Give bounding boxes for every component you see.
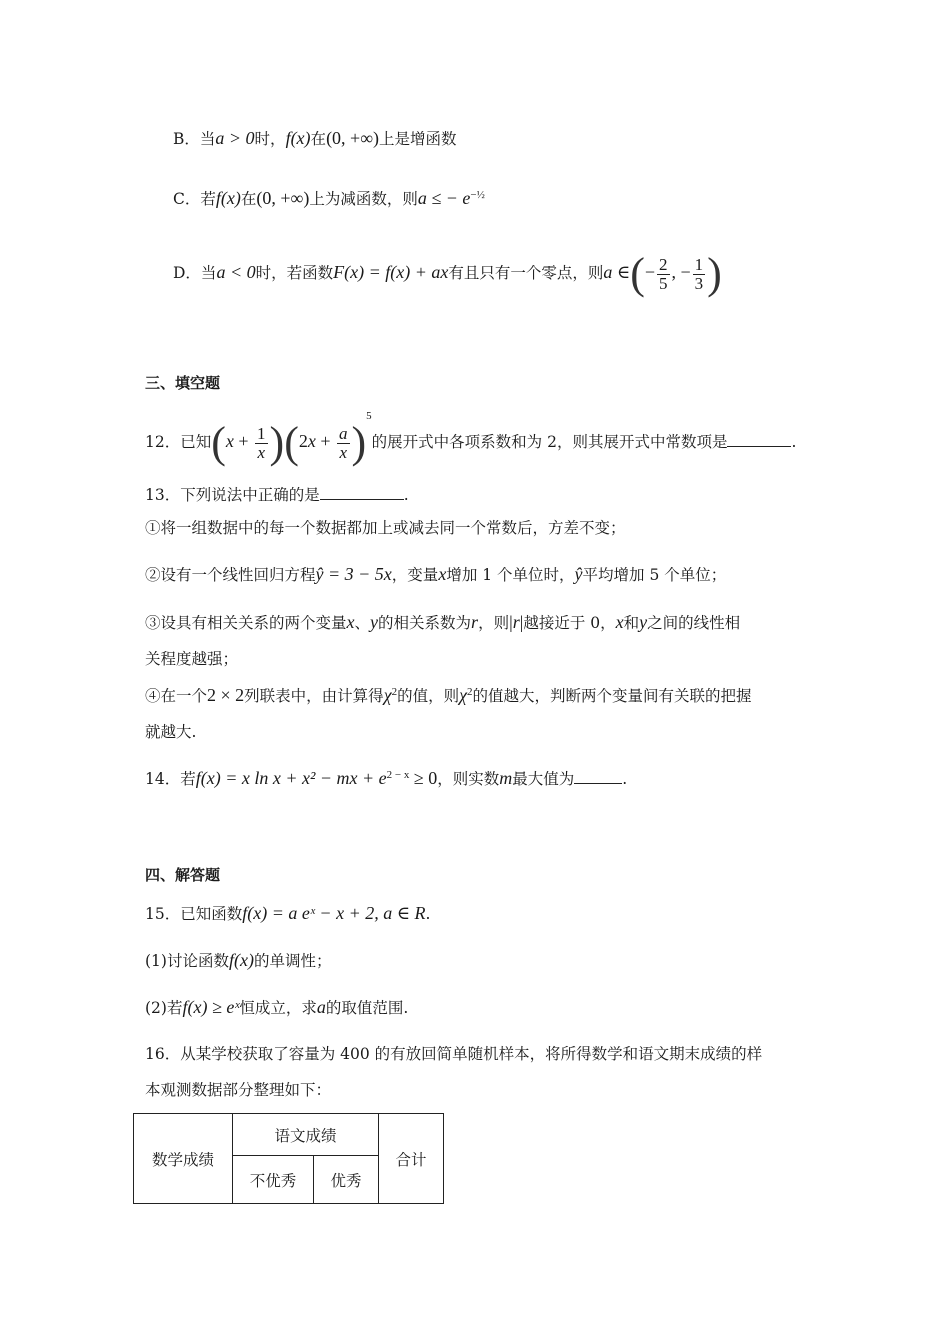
question-16-line-1: 16．从某学校获取了容量为 400 的有放回简单随机样本，将所得数学和语文期末成绩的样 (145, 1045, 763, 1063)
question-16-line-2: 本观测数据部分整理如下： (145, 1081, 332, 1099)
section-title-answer: 四、解答题 (145, 866, 221, 884)
interval-math: (0, +∞) (256, 188, 310, 208)
question-15-part-1: (1)讨论函数f(x)的单调性； (145, 950, 332, 970)
exponent: 5 (366, 410, 372, 422)
result-math: a ≤ − e (417, 188, 471, 208)
interval-math: (0, +∞) (326, 128, 380, 148)
fraction: $\frac{a}{x}$ (339, 423, 348, 462)
option-c: C．若f(x)在(0, +∞)上为减函数，则a ≤ − $e^{-\frac{1}{2}}$ (173, 188, 485, 208)
header-math-score: 数学成绩 (134, 1114, 233, 1204)
statement-4-cont: 就越大. (145, 723, 197, 741)
function-math: f(x) (215, 188, 241, 208)
regression-equation: ŷ = 3 − 5x (315, 564, 392, 584)
question-15-part-2: (2)若f(x) ≥ eˣ恒成立，求a的取值范围. (145, 997, 409, 1017)
header-not-excellent: 不优秀 (233, 1156, 314, 1204)
function-math: F(x) = f(x) + ax (333, 262, 449, 282)
answer-blank[interactable] (574, 769, 622, 784)
fraction: $\frac{2}{5}$ (659, 254, 668, 293)
exponent: −½ (470, 188, 485, 201)
statement-3: ③设具有相关关系的两个变量x、y的相关系数为r，则|r|越接近于 0，x和y之间的线性相 (145, 612, 741, 632)
question-14: 14．若f(x) = x ln x + x² − mx + $e^{2 - x} \ge 0$，则实数m最大值为 . (145, 768, 628, 788)
answer-blank[interactable] (727, 432, 791, 447)
set-math: a ∈ (603, 262, 631, 282)
condition-math: a > 0 (215, 128, 255, 148)
statement-4: ④在一个2 × 2列联表中，由计算得$\chi^2$的值，则$\chi^2$的值越大，判断两个变量间有关联的把握 (145, 685, 752, 705)
option-b: B．当a > 0时，f(x)在(0, +∞)上是增函数 (173, 128, 457, 148)
statement-2: ②设有一个线性回归方程ŷ = 3 − 5x，变量x增加 1 个单位时，ŷ平均增加 5 个单位； (145, 564, 727, 584)
question-15: 15．已知函数f(x) = a eˣ − x + 2, a ∈ R. (145, 903, 431, 923)
question-13: 13．下列说法中正确的是 . (145, 486, 409, 504)
header-chinese-score: 语文成绩 (233, 1114, 379, 1156)
function-definition: f(x) = a eˣ − x + 2, a ∈ R (242, 903, 426, 923)
inequality-math: f(x) = x ln x + x² − mx + e (195, 768, 387, 788)
fraction: $\frac{1}{3}$ (694, 254, 704, 293)
score-table (133, 1113, 444, 1204)
fraction: $\frac{1}{x}$ (257, 423, 266, 462)
header-excellent: 优秀 (314, 1156, 379, 1204)
statement-1: ①将一组数据中的每一个数据都加上或减去同一个常数后，方差不变； (145, 519, 626, 537)
condition-math: a < 0 (216, 262, 256, 282)
option-d: D．当a < 0时，若函数F(x) = f(x) + ax有且只有一个零点，则a ∈(− $\frac{2}{5}$ , − $\frac{1}{3}$ ) (173, 249, 722, 298)
answer-blank[interactable] (320, 485, 404, 500)
question-12: 12．已知(x + $\frac{1}{x}$ )(2x + $\frac{a}{x}$ )$^5$的展开式中各项系数和为 2，则其展开式中常数项是 . (145, 410, 797, 467)
function-math: f(x) (285, 128, 311, 148)
header-total: 合计 (379, 1114, 444, 1204)
section-title-fill-in: 三、填空题 (145, 374, 221, 392)
statement-3-cont: 关程度越强； (145, 650, 239, 668)
